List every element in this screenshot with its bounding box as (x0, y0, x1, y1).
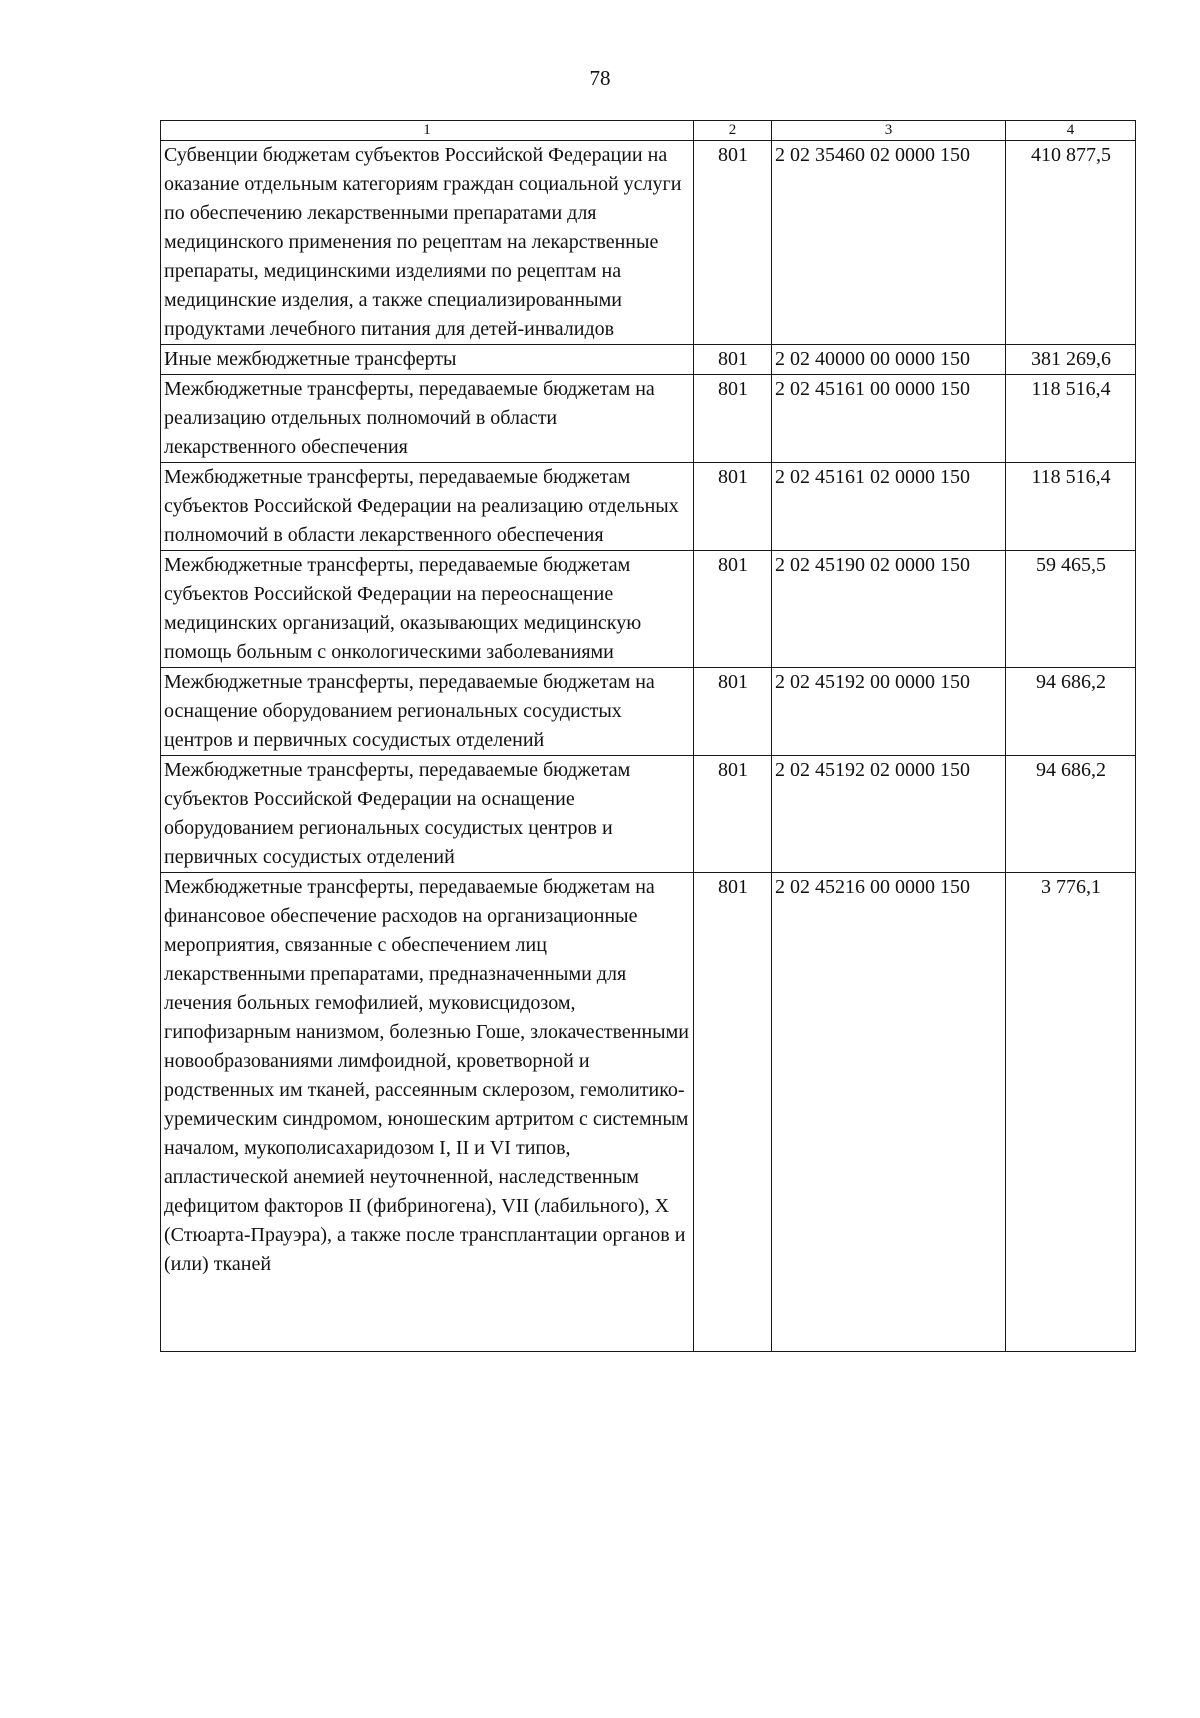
row-admin-code: 801 (694, 141, 772, 345)
row-name: Межбюджетные трансферты, передаваемые бюджетам субъектов Российской Федерации на переоснащение медицинских организаций, оказывающих медицинскую помощь больным с онкологическими заболеваниями (161, 551, 694, 668)
row-kbk-code: 2 02 45161 00 0000 150 (772, 375, 1006, 463)
row-admin-code: 801 (694, 756, 772, 873)
row-amount: 118 516,4 (1006, 375, 1136, 463)
row-name: Межбюджетные трансферты, передаваемые бюджетам субъектов Российской Федерации на оснащение оборудованием региональных сосудистых центров и первичных сосудистых отделений (161, 756, 694, 873)
row-admin-code: 801 (694, 668, 772, 756)
row-name: Межбюджетные трансферты, передаваемые бюджетам на реализацию отдельных полномочий в области лекарственного обеспечения (161, 375, 694, 463)
page-number: 78 (589, 66, 611, 90)
table-row (161, 141, 1136, 345)
table-row (161, 463, 1136, 551)
row-amount: 59 465,5 (1006, 551, 1136, 668)
table-row (161, 551, 1136, 668)
table-row (161, 375, 1136, 463)
table-row (161, 345, 1136, 375)
row-name: Межбюджетные трансферты, передаваемые бюджетам субъектов Российской Федерации на реализацию отдельных полномочий в области лекарственного обеспечения (161, 463, 694, 551)
table-header-row (161, 121, 1136, 141)
row-amount: 410 877,5 (1006, 141, 1136, 345)
row-name: Межбюджетные трансферты, передаваемые бюджетам на финансовое обеспечение расходов на организационные мероприятия, связанные с обеспечением лиц лекарственными препаратами, предназначенными для лечения больных гемофилией, муковисцидозом, гипофизарным нанизмом, болезнью Гоше, злокачественными новообразованиями лимфоидной, кроветворной и родственных им тканей, рассеянным склерозом, гемолитико-уремическим синдромом, юношеским артритом с системным началом, мукополисахаридозом I, II и VI типов, апластической анемией неуточненной, наследственным дефицитом факторов II (фибриногена), VII (лабильного), X (Стюарта-Прауэра), а также после трансплантации органов и (или) тканей (161, 873, 694, 1352)
row-kbk-code: 2 02 45190 02 0000 150 (772, 551, 1006, 668)
table-row (161, 873, 1136, 1352)
budget-table (160, 120, 1136, 1352)
table-row (161, 756, 1136, 873)
row-admin-code: 801 (694, 551, 772, 668)
column-header-amount: 4 (1006, 121, 1136, 141)
row-amount: 94 686,2 (1006, 668, 1136, 756)
row-amount: 118 516,4 (1006, 463, 1136, 551)
row-kbk-code: 2 02 45216 00 0000 150 (772, 873, 1006, 1352)
column-header-name: 1 (161, 121, 694, 141)
row-amount: 381 269,6 (1006, 345, 1136, 375)
row-admin-code: 801 (694, 873, 772, 1352)
row-kbk-code: 2 02 40000 00 0000 150 (772, 345, 1006, 375)
row-kbk-code: 2 02 45192 02 0000 150 (772, 756, 1006, 873)
row-name: Межбюджетные трансферты, передаваемые бюджетам на оснащение оборудованием региональных сосудистых центров и первичных сосудистых отделений (161, 668, 694, 756)
row-amount: 94 686,2 (1006, 756, 1136, 873)
table-row (161, 668, 1136, 756)
row-kbk-code: 2 02 45161 02 0000 150 (772, 463, 1006, 551)
column-header-code: 2 (694, 121, 772, 141)
row-kbk-code: 2 02 45192 00 0000 150 (772, 668, 1006, 756)
row-admin-code: 801 (694, 345, 772, 375)
row-name: Субвенции бюджетам субъектов Российской Федерации на оказание отдельным категориям граждан социальной услуги по обеспечению лекарственными препаратами для медицинского применения по рецептам на лекарственные препараты, медицинскими изделиями по рецептам на медицинские изделия, а также специализированными продуктами лечебного питания для детей-инвалидов (161, 141, 694, 345)
row-kbk-code: 2 02 35460 02 0000 150 (772, 141, 1006, 345)
row-admin-code: 801 (694, 463, 772, 551)
column-header-kbk: 3 (772, 121, 1006, 141)
row-admin-code: 801 (694, 375, 772, 463)
row-amount: 3 776,1 (1006, 873, 1136, 1352)
row-name: Иные межбюджетные трансферты (161, 345, 694, 375)
